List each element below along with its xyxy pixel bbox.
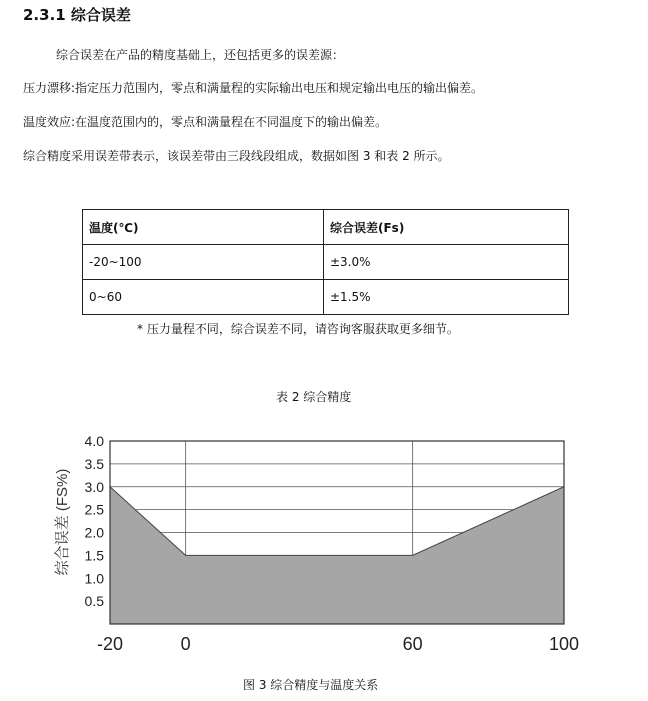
section-heading: 2.3.1 综合误差 [23,6,131,24]
table-row [83,280,569,315]
x-tick-label: 60 [402,634,423,654]
chart-ylabel: 综合误差 (FS%) [54,468,71,576]
y-tick-label: 3.5 [84,455,104,472]
table-cell-error: ±3.0% [324,245,569,280]
table-header-temperature: 温度(℃) [83,210,324,245]
y-tick-label: 2.5 [84,501,104,518]
y-tick-label: 0.5 [84,593,104,610]
accuracy-chart [0,420,648,660]
y-tick-label: 2.0 [84,524,104,541]
table-cell-temperature: -20~100 [83,245,324,280]
x-tick-label: -20 [96,634,124,654]
accuracy-table [82,209,569,315]
table-caption: 表 2 综合精度 [276,390,352,404]
table-note: * 压力量程不同，综合误差不同，请咨询客服获取更多细节。 [137,322,459,336]
intro-paragraph: 综合误差在产品的精度基础上，还包括更多的误差源： [56,48,345,62]
table-header-error: 综合误差(Fs) [324,210,569,245]
table-header-row [83,210,569,245]
summary-paragraph: 综合精度采用误差带表示，该误差带由三段线段组成，数据如图 3 和表 2 所示。 [23,149,450,163]
table-cell-error: ±1.5% [324,280,569,315]
figure-caption: 图 3 综合精度与温度关系 [243,678,379,692]
y-tick-label: 1.0 [84,570,104,587]
y-tick-label: 1.5 [84,547,104,564]
table-row [83,245,569,280]
x-tick-label: 100 [548,634,580,654]
table-cell-temperature: 0~60 [83,280,324,315]
temp-effect-paragraph: 温度效应:在温度范围内的，零点和满量程在不同温度下的输出偏差。 [23,115,388,129]
y-tick-label: 4.0 [84,433,104,449]
pressure-drift-paragraph: 压力漂移:指定压力范围内，零点和满量程的实际输出电压和规定输出电压的输出偏差。 [23,81,484,95]
y-tick-label: 3.0 [84,478,104,495]
x-tick-label: 0 [180,634,191,654]
